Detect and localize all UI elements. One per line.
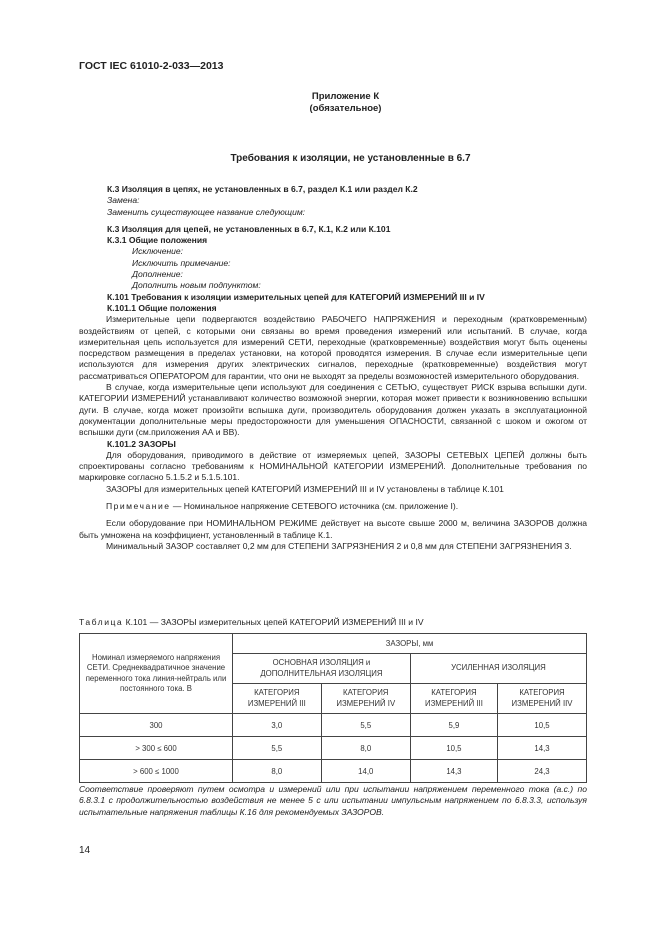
value-cell: 8,0	[233, 760, 322, 783]
value-cell: 3,0	[233, 714, 322, 737]
clearance-table	[79, 633, 587, 783]
basic-insulation-header: ОСНОВНАЯ ИЗОЛЯЦИЯ и ДОПОЛНИТЕЛЬНАЯ ИЗОЛЯЦИЯ	[233, 654, 411, 684]
k3-new-heading: К.3 Изоляция для цепей, не установленных в 6.7, К.1, К.2 или К.101	[107, 223, 391, 234]
value-cell: 8,0	[321, 737, 410, 760]
value-cell: 5,9	[410, 714, 497, 737]
reinforced-insulation-header: УСИЛЕННАЯ ИЗОЛЯЦИЯ	[410, 654, 586, 684]
k31-add-text: Дополнить новым подпунктом:	[132, 280, 261, 291]
annex-heading	[0, 91, 661, 115]
value-cell: 5,5	[321, 714, 410, 737]
table-caption-label: Таблица	[79, 617, 124, 627]
k101-heading: К.101 Требования к изоляции измерительных цепей для КАТЕГОРИЙ ИЗМЕРЕНИЙ III и IV	[107, 291, 485, 302]
value-cell: 10,5	[498, 714, 587, 737]
k1011-paragraph-2: В случае, когда измерительные цепи используют для соединения с СЕТЬЮ, существует РИСК взрыва вспышки дуги. КАТЕГОРИИ ИЗМЕРЕНИЙ устанавливают количество возможной энергии, которая может привести к возникновению вспышки дуги. В случае, когда может произойти вспышка дуги, производитель оборудования должен указать в эксплуатационной документации дополнительные меры предосторожности для уменьшения ОПАСНОСТИ, связанной с шоком и ожогом от вспышки дуги (см.приложения АА и ВВ).	[79, 382, 587, 438]
table-caption-text: К.101 — ЗАЗОРЫ измерительных цепей КАТЕГОРИЙ ИЗМЕРЕНИЙ III и IV	[123, 617, 424, 627]
table-row	[80, 737, 587, 760]
k1011-paragraph-1: Измерительные цепи подвергаются воздействию РАБОЧЕГО НАПРЯЖЕНИЯ и переходным (кратковременным) воздействиям от цепей, с которыми они связаны во время проведения измерений или испытаний. В случае, когда измерительная цепь используется для измерений СЕТИ, переходные (кратковременные) воздействия могут быть оценены посредством размещения в пределах установки, на которой проводятся измерения. В случае если измерительные цепи используются для измерения других электрических сигналов, переходные (кратковременные) воздействия могут рассматриваться ОПЕРАТОРОМ для гарантии, что они не выходят за пределы возможностей измерительного оборудования.	[79, 314, 587, 381]
voltage-cell: 300	[80, 714, 233, 737]
category-header: КАТЕГОРИЯ ИЗМЕРЕНИЙ III	[233, 684, 322, 714]
table-caption	[79, 617, 424, 627]
value-cell: 14,3	[498, 737, 587, 760]
document-body	[79, 184, 587, 552]
page-number: 14	[79, 845, 91, 856]
document-id: ГОСТ IEC 61010-2-033—2013	[79, 60, 224, 72]
table-row	[80, 760, 587, 783]
value-cell: 14,3	[410, 760, 497, 783]
note-text: — Номинальное напряжение СЕТЕВОГО источника (см. приложение I).	[170, 501, 459, 512]
clearance-header: ЗАЗОРЫ, мм	[233, 634, 587, 654]
note-label: Примечание	[106, 501, 171, 512]
k1012-paragraph-3: Если оборудование при НОМИНАЛЬНОМ РЕЖИМЕ действует на высоте свыше 2000 м, величина ЗАЗОРОВ должна быть умножена на коэффициент, установленный в таблице К.1.	[79, 518, 587, 540]
annex-title: Требования к изоляции, не установленные в 6.7	[230, 153, 471, 164]
verification-text: Соответствие проверяют путем осмотра и измерений или при испытании напряжением переменного тока (a.c.) по 6.8.3.1 с продолжительностью воздействия не менее 5 с или испытании импульсным напряжением по 6.8.3.3, используя испытательные напряжения таблицы К.16 для рекомендуемых ЗАЗОРОВ.	[79, 784, 587, 817]
category-header: КАТЕГОРИЯ ИЗМЕРЕНИЙ IIV	[498, 684, 587, 714]
value-cell: 10,5	[410, 737, 497, 760]
k3-heading: К.3 Изоляция в цепях, не установленных в 6.7, раздел К.1 или раздел К.2	[107, 184, 418, 194]
category-header: КАТЕГОРИЯ ИЗМЕРЕНИЙ IV	[321, 684, 410, 714]
value-cell: 5,5	[233, 737, 322, 760]
k3-replace-text: Заменить существующее название следующим:	[107, 206, 306, 217]
k1011-heading: К.101.1 Общие положения	[107, 302, 217, 313]
value-cell: 14,0	[321, 760, 410, 783]
k31-add-label: Дополнение:	[132, 269, 183, 280]
voltage-cell: > 300 ≤ 600	[80, 737, 233, 760]
voltage-column-header: Номинал измеряемого напряжения СЕТИ. Среднеквадратичное значение переменного тока линия-нейтраль или постоянного тока. В	[80, 634, 233, 714]
value-cell: 24,3	[498, 760, 587, 783]
k1012-heading: К.101.2 ЗАЗОРЫ	[107, 438, 176, 449]
annex-status: (обязательное)	[309, 103, 382, 114]
voltage-cell: > 600 ≤ 1000	[80, 760, 233, 783]
k1012-paragraph-4: Минимальный ЗАЗОР составляет 0,2 мм для СТЕПЕНИ ЗАГРЯЗНЕНИЯ 2 и 0,8 мм для СТЕПЕНИ ЗАГРЯЗНЕНИЯ 3.	[106, 540, 572, 551]
k1012-paragraph-2: ЗАЗОРЫ для измерительных цепей КАТЕГОРИЙ ИЗМЕРЕНИЙ III и IV установлены в таблице К.101	[106, 483, 504, 494]
k31-heading: К.3.1 Общие положения	[107, 235, 208, 246]
k31-exclude-label: Исключение:	[132, 246, 184, 257]
k31-exclude-text: Исключить примечание:	[132, 257, 231, 268]
note	[79, 501, 587, 512]
k1012-paragraph-1: Для оборудования, приводимого в действие от измеряемых цепей, ЗАЗОРЫ СЕТЕВЫХ ЦЕПЕЙ должны быть спроектированы согласно требованиям к НОМИНАЛЬНОЙ КАТЕГОРИИ ИЗМЕРЕНИЙ. Дополнительные требования по маркировке согласно 5.1.5.2 и 5.1.5.101.	[79, 449, 587, 483]
table-row	[80, 714, 587, 737]
category-header: КАТЕГОРИЯ ИЗМЕРЕНИЙ III	[410, 684, 497, 714]
annex-name: Приложение К	[311, 91, 380, 102]
k3-replace-label: Замена:	[107, 195, 140, 206]
